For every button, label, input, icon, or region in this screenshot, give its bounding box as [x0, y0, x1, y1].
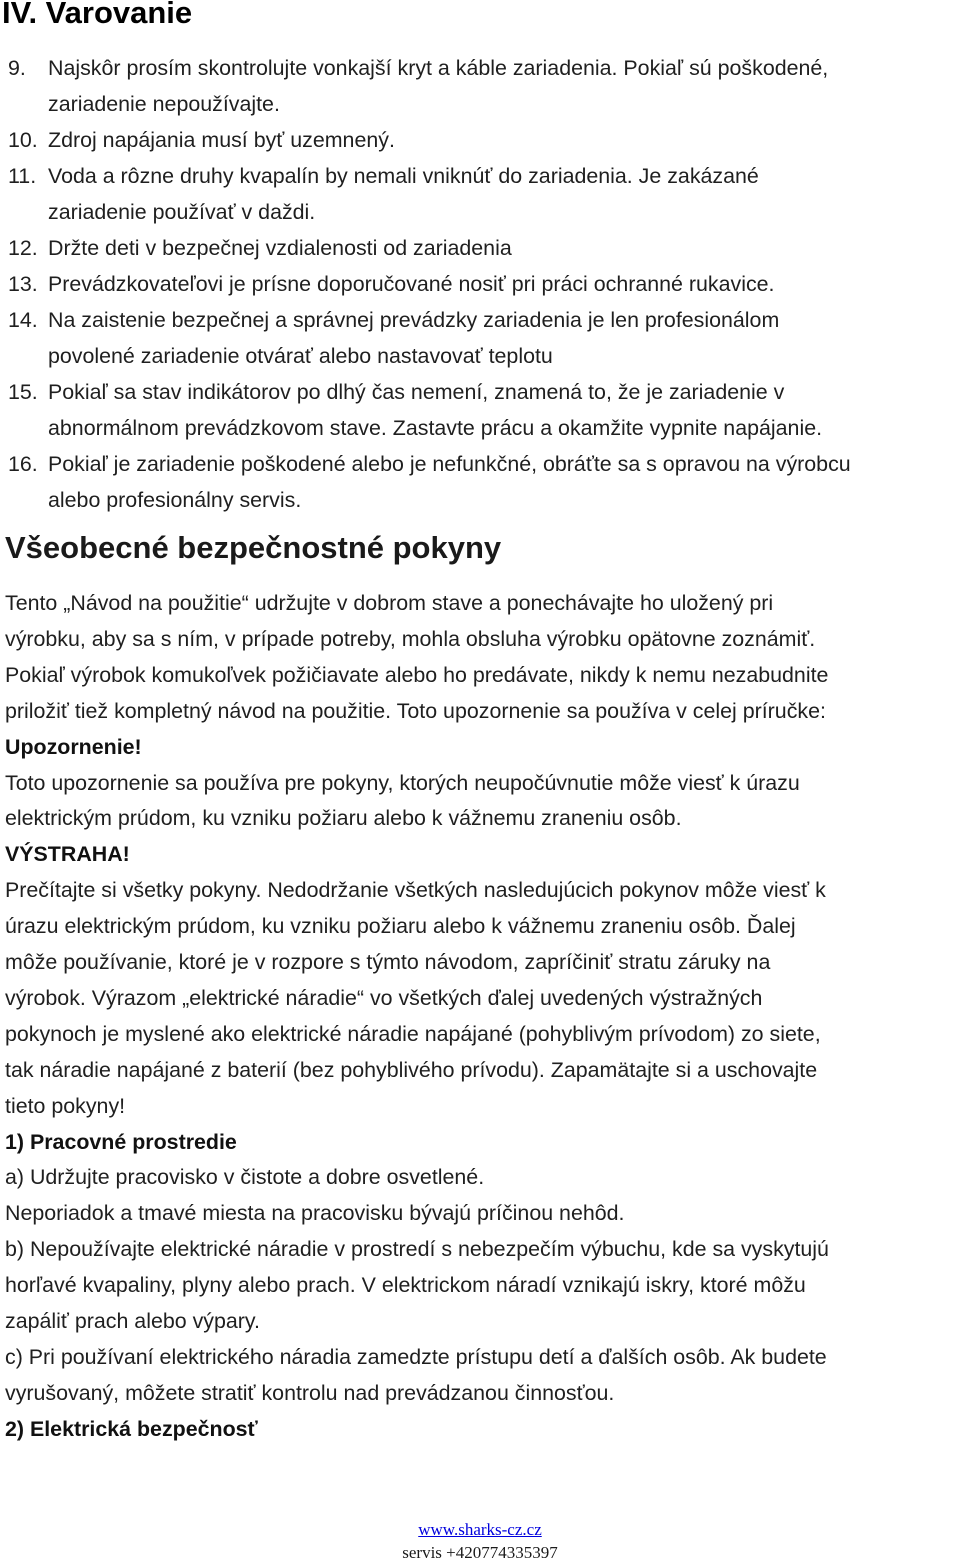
text-line: Neporiadok a tmavé miesta na pracovisku bývajú príčinou nehôd.: [5, 1201, 625, 1226]
warning-text: Na zaistenie bezpečnej a správnej prevádzky zariadenia je len profesionálom: [48, 308, 780, 332]
text-line: vyrušovaný, môžete stratiť kontrolu nad prevádzanou činnosťou.: [5, 1380, 615, 1405]
warning-text: Pokiaľ sa stav indikátorov po dlhý čas nemení, znamená to, že je zariadenie v: [48, 380, 785, 404]
text-line: horľavé kvapaliny, plyny alebo prach. V elektrickom náradí vznikajú iskry, ktoré môžu: [5, 1273, 806, 1298]
warning-number: 15.: [8, 380, 38, 404]
section-heading-line: 1) Pracovné prostredie: [5, 1129, 237, 1154]
footer-website[interactable]: [0, 1518, 960, 1541]
text-line: c) Pri používaní elektrického náradia zamedzte prístupu detí a ďalších osôb. Ak budete: [5, 1344, 827, 1369]
service-phone: servis +420774335397: [402, 1543, 558, 1562]
warning-text-continued: abnormálnom prevádzkovom stave. Zastavte prácu a okamžite vypnite napájanie.: [48, 416, 823, 440]
warning-line: [8, 50, 956, 86]
general-safety-title: Všeobecné bezpečnostné pokyny: [5, 530, 502, 565]
section-heading-line: 2) Elektrická bezpečnosť: [5, 1416, 258, 1441]
text-line: tieto pokyny!: [5, 1093, 126, 1118]
section-heading-line: Upozornenie!: [5, 734, 142, 759]
warning-item: [8, 266, 956, 302]
warning-item: [8, 122, 956, 158]
warning-text: Najskôr prosím skontrolujte vonkajší kryt a káble zariadenia. Pokiaľ sú poškodené,: [48, 56, 829, 80]
text-line: výrobku, aby sa s ním, v prípade potreby, mohla obsluha výrobku opätovne zoznámiť.: [5, 626, 816, 651]
warning-line: [8, 374, 956, 410]
text-line: Tento „Návod na použitie“ udržujte v dobrom stave a ponechávajte ho uložený pri: [5, 591, 774, 615]
warning-number: 9.: [8, 56, 26, 80]
text-line: Pokiaľ výrobok komukoľvek požičiavate alebo ho predávate, nikdy k nemu nezabudnite: [5, 662, 829, 687]
text-line: pokynoch je myslené ako elektrické náradie napájané (pohyblivým prívodom) zo siete,: [5, 1021, 821, 1046]
warning-text-continued: povolené zariadenie otvárať alebo nastavovať teplotu: [48, 344, 553, 368]
footer-phone: [0, 1541, 960, 1564]
warning-number: 10.: [8, 128, 38, 152]
warning-item: [8, 230, 956, 266]
text-line: tak náradie napájané z baterií (bez pohyblivého prívodu). Zapamätajte si a uschovajte: [5, 1057, 818, 1082]
text-line: Toto upozornenie sa používa pre pokyny, ktorých neupočúvnutie môže viesť k úrazu: [5, 770, 800, 795]
warning-number: 16.: [8, 452, 38, 476]
warning-number: 14.: [8, 308, 38, 332]
warning-number: 13.: [8, 272, 38, 296]
text-line: úrazu elektrickým prúdom, ku vzniku požiaru alebo k vážnemu zraneniu osôb. Ďalej: [5, 914, 796, 939]
warning-item: [8, 50, 956, 122]
warning-line: [8, 122, 956, 158]
warning-item: [8, 302, 956, 374]
warning-text: Voda a rôzne druhy kvapalín by nemali vniknúť do zariadenia. Je zakázané: [48, 164, 759, 188]
text-line: b) Nepoužívajte elektrické náradie v prostredí s nebezpečím výbuchu, kde sa vyskytujú: [5, 1237, 829, 1262]
warning-item: [8, 374, 956, 446]
warning-line: [8, 230, 956, 266]
warning-line: [8, 446, 956, 482]
section-title: IV. Varovanie: [2, 0, 193, 30]
text-line: Prečítajte si všetky pokyny. Nedodržanie všetkých nasledujúcich pokynov môže viesť k: [5, 878, 826, 903]
warning-item: [8, 446, 956, 518]
warning-line: [8, 302, 956, 338]
text-line: a) Udržujte pracovisko v čistote a dobre osvetlené.: [5, 1165, 485, 1190]
warning-number: 11.: [8, 164, 37, 188]
text-line: výrobok. Výrazom „elektrické náradie“ vo všetkých ďalej uvedených výstražných: [5, 985, 763, 1010]
warning-text-continued: zariadenie nepoužívajte.: [48, 92, 280, 116]
warning-line: [8, 266, 956, 302]
warning-line: [8, 158, 956, 194]
warning-text-continued: alebo profesionálny servis.: [48, 488, 302, 512]
text-line: môže používanie, ktoré je v rozpore s týmto návodom, zapríčiniť stratu záruky na: [5, 950, 771, 974]
text-line: elektrickým prúdom, ku vzniku požiaru alebo k vážnemu zraneniu osôb.: [5, 806, 682, 831]
warning-text: Prevádzkovateľovi je prísne doporučované nosiť pri práci ochranné rukavice.: [48, 272, 775, 296]
warning-text: Zdroj napájania musí byť uzemnený.: [48, 128, 395, 152]
section-heading-line: VÝSTRAHA!: [5, 842, 130, 867]
warning-text-continued: zariadenie používať v daždi.: [48, 200, 316, 224]
warning-text: Pokiaľ je zariadenie poškodené alebo je nefunkčné, obráťte sa s opravou na výrobcu: [48, 452, 851, 476]
text-line: zapáliť prach alebo výpary.: [5, 1309, 260, 1333]
warning-item: [8, 158, 956, 230]
warning-number: 12.: [8, 236, 38, 260]
text-line: priložiť tiež kompletný návod na použitie. Toto upozornenie sa používa v celej príručke:: [5, 698, 826, 723]
website-link[interactable]: www.sharks-cz.cz: [418, 1520, 542, 1539]
warning-text: Držte deti v bezpečnej vzdialenosti od zariadenia: [48, 236, 512, 260]
